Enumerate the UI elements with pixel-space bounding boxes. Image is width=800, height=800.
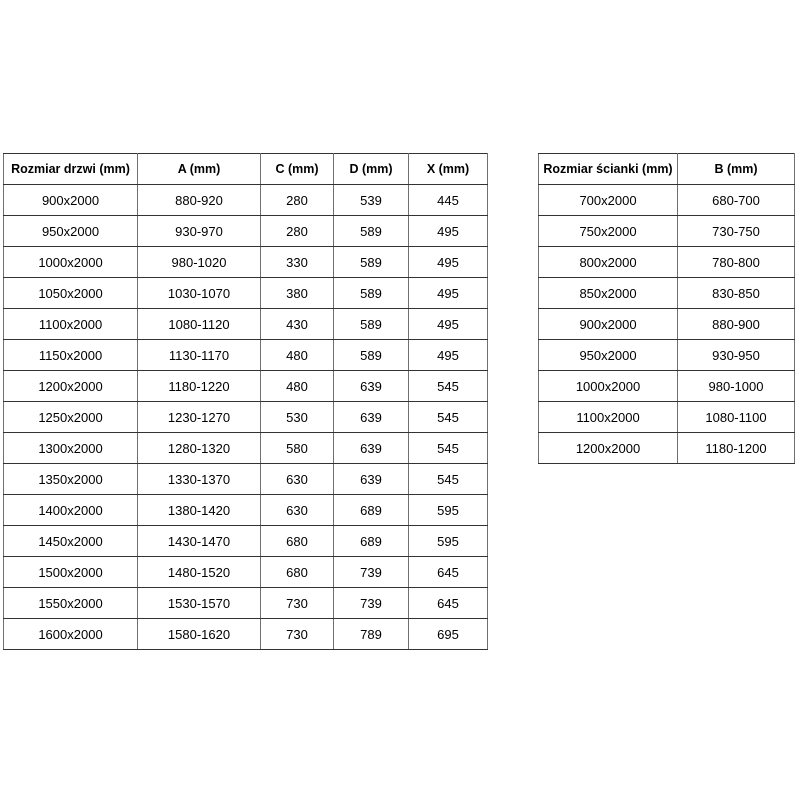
table-row (539, 433, 795, 464)
header-row (539, 154, 795, 185)
table-cell: 539 (334, 185, 409, 216)
table-cell: 495 (409, 309, 488, 340)
table-cell: 1450x2000 (4, 526, 138, 557)
table-row (539, 216, 795, 247)
table-cell: 750x2000 (539, 216, 678, 247)
table-cell: 280 (261, 185, 334, 216)
table-row (4, 309, 488, 340)
table-cell: 645 (409, 557, 488, 588)
table-cell: 545 (409, 402, 488, 433)
table-cell: 280 (261, 216, 334, 247)
table-cell: 900x2000 (539, 309, 678, 340)
table-row (539, 340, 795, 371)
table-cell: 445 (409, 185, 488, 216)
table-cell: 589 (334, 216, 409, 247)
table-cell: 789 (334, 619, 409, 650)
table-cell: 930-970 (138, 216, 261, 247)
table-row (4, 247, 488, 278)
table-cell: 730 (261, 588, 334, 619)
table-cell: 1530-1570 (138, 588, 261, 619)
column-header: C (mm) (261, 154, 334, 185)
table-row (4, 588, 488, 619)
table-cell: 1230-1270 (138, 402, 261, 433)
column-header: A (mm) (138, 154, 261, 185)
table-cell: 630 (261, 495, 334, 526)
table-cell: 680 (261, 557, 334, 588)
table-cell: 545 (409, 464, 488, 495)
column-header: Rozmiar drzwi (mm) (4, 154, 138, 185)
table-cell: 589 (334, 278, 409, 309)
table-cell: 645 (409, 588, 488, 619)
table-cell: 1500x2000 (4, 557, 138, 588)
wall-table-body (539, 185, 795, 464)
table-cell: 639 (334, 371, 409, 402)
table-row (4, 278, 488, 309)
table-cell: 430 (261, 309, 334, 340)
table-cell: 780-800 (678, 247, 795, 278)
column-header: Rozmiar ścianki (mm) (539, 154, 678, 185)
table-row (4, 526, 488, 557)
table-cell: 1100x2000 (539, 402, 678, 433)
table-cell: 630 (261, 464, 334, 495)
table-cell: 730-750 (678, 216, 795, 247)
table-cell: 545 (409, 371, 488, 402)
table-cell: 1180-1220 (138, 371, 261, 402)
table-row (4, 340, 488, 371)
table-cell: 380 (261, 278, 334, 309)
table-row (4, 371, 488, 402)
table-cell: 495 (409, 247, 488, 278)
table-cell: 880-920 (138, 185, 261, 216)
table-row (539, 185, 795, 216)
table-row (539, 402, 795, 433)
table-cell: 1480-1520 (138, 557, 261, 588)
door-size-table (3, 153, 488, 650)
table-cell: 1400x2000 (4, 495, 138, 526)
table-cell: 950x2000 (539, 340, 678, 371)
column-header: B (mm) (678, 154, 795, 185)
table-row (4, 185, 488, 216)
table-row (4, 495, 488, 526)
table-cell: 680 (261, 526, 334, 557)
table-cell: 639 (334, 433, 409, 464)
table-cell: 900x2000 (4, 185, 138, 216)
table-cell: 689 (334, 495, 409, 526)
table-cell: 595 (409, 526, 488, 557)
table-cell: 880-900 (678, 309, 795, 340)
table-cell: 830-850 (678, 278, 795, 309)
column-header: X (mm) (409, 154, 488, 185)
table-cell: 1330-1370 (138, 464, 261, 495)
table-cell: 639 (334, 402, 409, 433)
table-cell: 695 (409, 619, 488, 650)
table-cell: 680-700 (678, 185, 795, 216)
table-cell: 730 (261, 619, 334, 650)
table-cell: 1000x2000 (4, 247, 138, 278)
table-cell: 980-1000 (678, 371, 795, 402)
table-row (539, 278, 795, 309)
table-row (4, 557, 488, 588)
table-cell: 700x2000 (539, 185, 678, 216)
table-cell: 480 (261, 340, 334, 371)
table-cell: 1280-1320 (138, 433, 261, 464)
table-cell: 495 (409, 216, 488, 247)
table-row (4, 619, 488, 650)
table-cell: 1250x2000 (4, 402, 138, 433)
table-cell: 1200x2000 (4, 371, 138, 402)
table-cell: 930-950 (678, 340, 795, 371)
table-cell: 1350x2000 (4, 464, 138, 495)
table-cell: 495 (409, 340, 488, 371)
table-cell: 330 (261, 247, 334, 278)
table-cell: 1080-1120 (138, 309, 261, 340)
wall-size-table (538, 153, 795, 464)
table-cell: 739 (334, 588, 409, 619)
table-cell: 589 (334, 247, 409, 278)
table-cell: 1100x2000 (4, 309, 138, 340)
table-cell: 1200x2000 (539, 433, 678, 464)
table-cell: 1180-1200 (678, 433, 795, 464)
column-header: D (mm) (334, 154, 409, 185)
table-row (4, 216, 488, 247)
table-cell: 1050x2000 (4, 278, 138, 309)
table-cell: 1130-1170 (138, 340, 261, 371)
table-cell: 495 (409, 278, 488, 309)
table-cell: 980-1020 (138, 247, 261, 278)
wall-table-header (539, 154, 795, 185)
table-row (4, 402, 488, 433)
table-row (539, 247, 795, 278)
door-table-header (4, 154, 488, 185)
table-cell: 1550x2000 (4, 588, 138, 619)
table-cell: 589 (334, 340, 409, 371)
table-row (4, 464, 488, 495)
table-row (4, 433, 488, 464)
table-cell: 1030-1070 (138, 278, 261, 309)
table-row (539, 309, 795, 340)
table-cell: 739 (334, 557, 409, 588)
table-cell: 850x2000 (539, 278, 678, 309)
table-cell: 595 (409, 495, 488, 526)
table-cell: 950x2000 (4, 216, 138, 247)
table-cell: 1300x2000 (4, 433, 138, 464)
table-cell: 530 (261, 402, 334, 433)
table-cell: 689 (334, 526, 409, 557)
table-cell: 1580-1620 (138, 619, 261, 650)
table-cell: 480 (261, 371, 334, 402)
table-cell: 639 (334, 464, 409, 495)
table-cell: 545 (409, 433, 488, 464)
header-row (4, 154, 488, 185)
table-row (539, 371, 795, 402)
table-cell: 589 (334, 309, 409, 340)
table-cell: 1080-1100 (678, 402, 795, 433)
table-cell: 580 (261, 433, 334, 464)
door-table-body (4, 185, 488, 650)
table-cell: 1000x2000 (539, 371, 678, 402)
table-cell: 800x2000 (539, 247, 678, 278)
table-cell: 1380-1420 (138, 495, 261, 526)
table-cell: 1600x2000 (4, 619, 138, 650)
table-cell: 1430-1470 (138, 526, 261, 557)
table-cell: 1150x2000 (4, 340, 138, 371)
